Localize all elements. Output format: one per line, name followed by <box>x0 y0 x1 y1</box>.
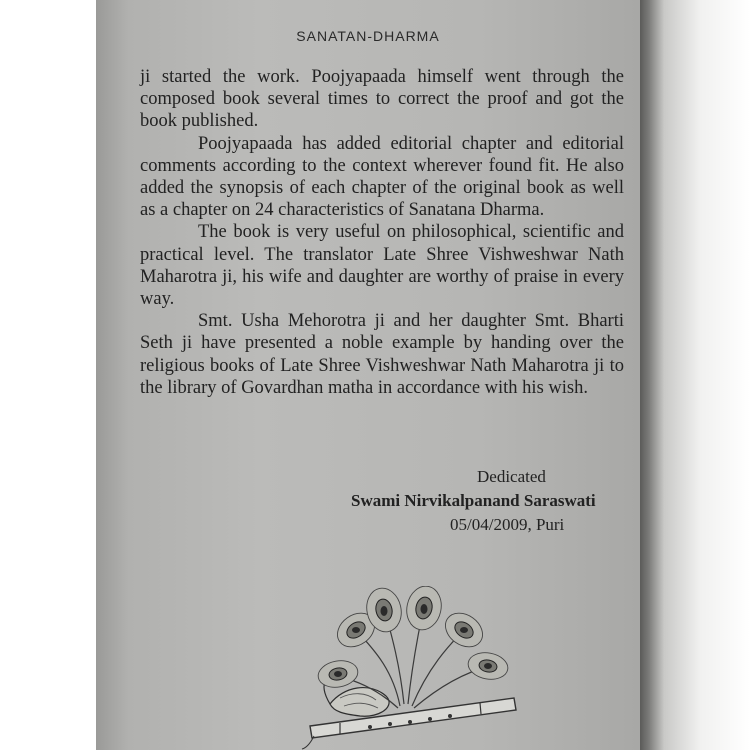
book-page <box>96 0 640 750</box>
date-place: 05/04/2009, Puri <box>450 515 565 534</box>
body-text <box>140 66 624 399</box>
peacock-feathers-flute-icon <box>300 586 530 750</box>
left-margin <box>0 0 96 750</box>
paragraph-4: Smt. Usha Mehorotra ji and her daughter Smt. Bharti Seth ji have presented a noble example by handing over the religious books of Late Shree Vishweshwar Nath Maharotra ji to the library of Govardhan matha in accordance with his wish. <box>140 311 624 398</box>
paragraph-1: ji started the work. Poojyapaada himself went through the composed book several times to correct the proof and got the book published. <box>140 67 624 132</box>
paragraph-3: The book is very useful on philosophical, scientific and practical level. The translator Late Shree Vishweshwar Nath Maharotra ji, his wife and daughter are worthy of praise in every way. <box>140 222 624 310</box>
paragraph-2: Poojyapaada has added editorial chapter and editorial comments according to the context wherever found fit. He also added the synopsis of each chapter of the original book as well as a chapter on 24 characteristics of Sanatana Dharma. <box>140 133 624 221</box>
page-gutter-shadow <box>640 0 750 750</box>
signature-block <box>351 465 640 537</box>
author-name: Swami Nirvikalpanand Saraswati <box>351 491 596 510</box>
dedicated-label: Dedicated <box>477 467 546 486</box>
running-header: SANATAN-DHARMA <box>296 28 440 44</box>
